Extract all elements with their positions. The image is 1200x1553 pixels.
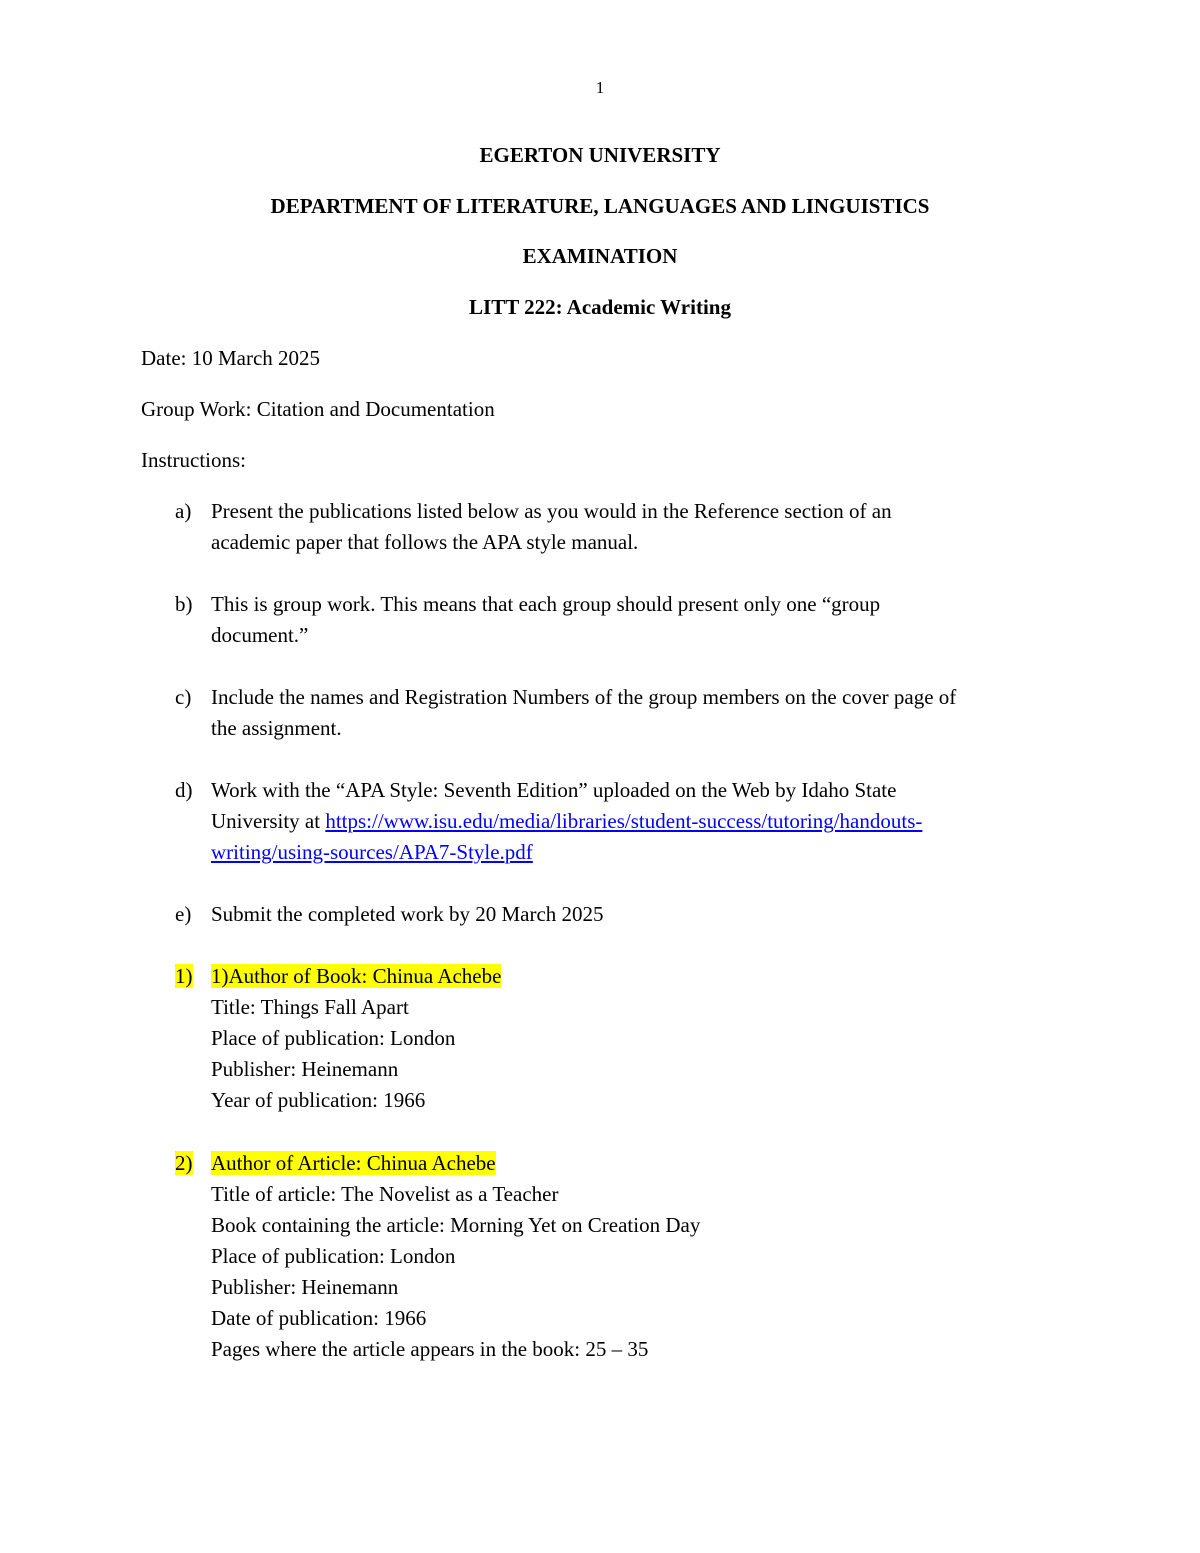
exam-date: Date: 10 March 2025 [141,346,321,370]
instruction-line: Work with the “APA Style: Seventh Edition” uploaded on the Web by Idaho State [211,778,897,802]
publication-item [141,1148,1061,1365]
publication-detail: Year of publication: 1966 [211,1088,426,1112]
publication-detail: Pages where the article appears in the book: 25 – 35 [211,1337,649,1361]
instruction-line [211,837,1061,868]
list-marker: d) [175,778,193,802]
instruction-item [141,682,1061,744]
publication-detail: Publisher: Heinemann [211,1057,399,1081]
publication-detail: Publisher: Heinemann [211,1275,399,1299]
instruction-item [141,496,1061,558]
publication-detail: Book containing the article: Morning Yet on Creation Day [211,1213,701,1237]
publication-detail: Title: Things Fall Apart [211,995,409,1019]
publication-number: 1) [175,964,193,988]
publication-number: 2) [175,1151,193,1175]
instruction-line: Present the publications listed below as you would in the Reference section of an [211,499,892,523]
page-number: 1 [595,78,605,97]
publication-heading: Author of Article: Chinua Achebe [211,1151,496,1175]
instruction-line: document.” [211,623,309,647]
list-marker: c) [175,685,192,709]
instruction-line: Submit the completed work by 20 March 2025 [211,902,604,926]
instructions-label: Instructions: [141,448,246,472]
instruction-line-prefix: University at [211,809,326,833]
list-marker: a) [175,499,192,523]
instruction-line [211,806,1061,837]
department-name: DEPARTMENT OF LITERATURE, LANGUAGES AND LINGUISTICS [270,194,930,218]
publication-heading: 1)Author of Book: Chinua Achebe [211,964,502,988]
list-marker: b) [175,592,193,616]
university-name: EGERTON UNIVERSITY [479,143,721,167]
group-work-topic: Group Work: Citation and Documentation [141,397,495,421]
publication-detail: Place of publication: London [211,1244,456,1268]
publication-detail: Date of publication: 1966 [211,1306,427,1330]
instruction-line: This is group work. This means that each group should present only one “group [211,592,881,616]
publication-item [141,961,1061,1116]
publication-detail: Place of publication: London [211,1026,456,1050]
instruction-line: the assignment. [211,716,342,740]
apa-guide-link-continued[interactable]: writing/using-sources/APA7-Style.pdf [211,840,533,864]
course-title: LITT 222: Academic Writing [469,295,731,319]
instruction-item [141,899,1061,930]
apa-guide-link[interactable]: https://www.isu.edu/media/libraries/student-success/tutoring/handouts- [325,809,923,833]
list-marker: e) [175,902,192,926]
instruction-item [141,775,1061,868]
instruction-line: academic paper that follows the APA style manual. [211,530,639,554]
exam-title: EXAMINATION [522,244,678,268]
instruction-item [141,589,1061,651]
publication-detail: Title of article: The Novelist as a Teacher [211,1182,559,1206]
instruction-line: Include the names and Registration Numbers of the group members on the cover page of [211,685,957,709]
